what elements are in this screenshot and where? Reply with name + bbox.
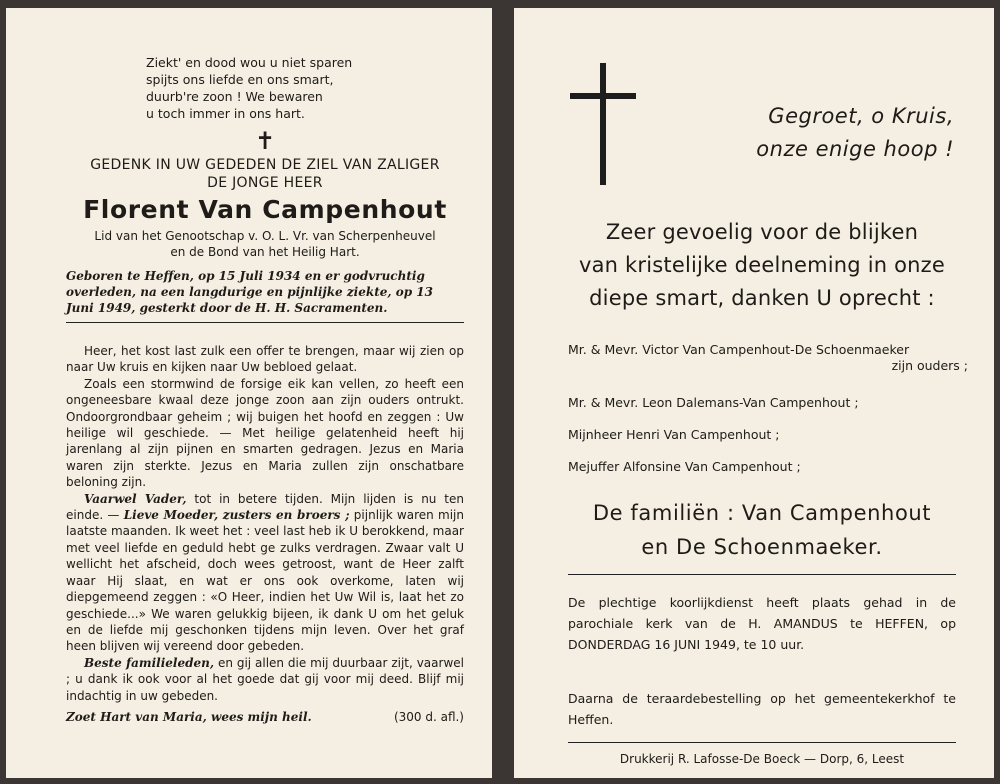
greeting-line: Gegroet, o Kruis, bbox=[768, 104, 954, 128]
small-cross-icon: ✝ bbox=[254, 127, 276, 155]
poem-line: duurb're zoon ! We bewaren bbox=[146, 89, 323, 104]
divider bbox=[568, 574, 956, 575]
families-signature bbox=[568, 496, 956, 564]
family-entry: Mejuffer Alfonsine Van Campenhout ; bbox=[568, 459, 801, 474]
family-entry: Mr. & Mevr. Leon Dalemans-Van Campenhout ; bbox=[568, 395, 859, 410]
thanks-line: diepe smart, danken U oprecht : bbox=[589, 286, 935, 310]
service-info: De plechtige koorlijkdienst heeft plaats gehad in de parochiale kerk van de H. AMANDUS te HEFFEN, op DONDERDAG 16 JUNI 1949, te 10 uur. bbox=[568, 595, 956, 652]
burial-info: Daarna de teraardebestelling op het gemeentekerkhof te Heffen. bbox=[568, 691, 956, 727]
text: en gij allen die mij duurbaar zijt, vaarwel ; u dank ik ook voor al het goede dat gij voor mij deed. Blijf mij indachtig in uw gebeden. bbox=[66, 655, 464, 703]
deceased-name: Florent Van Campenhout bbox=[83, 195, 447, 224]
closing-line bbox=[66, 710, 464, 724]
birth-death-text: Geboren te Heffen, op 15 Juli 1934 en er godvruchtig overleden, na een langdurige en pijnlijke ziekte, op 13 Juni 1949, gesterkt door de H. H. Sacramenten. bbox=[66, 268, 464, 323]
thanks-line: Zeer gevoelig voor de blijken bbox=[605, 220, 919, 244]
paragraph bbox=[66, 655, 464, 704]
indulgence-note: (300 d. afl.) bbox=[393, 709, 464, 724]
emphasis: Vaarwel Vader, bbox=[84, 491, 187, 506]
printer-line: Drukkerij R. Lafosse-De Boeck — Dorp, 6, Leest bbox=[619, 752, 905, 766]
closing-prayer: Zoet Hart van Maria, wees mijn heil. bbox=[66, 709, 312, 724]
cross-icon bbox=[570, 63, 636, 185]
poem-line: Ziekt' en dood wou u niet sparen bbox=[146, 55, 353, 70]
thanks-text bbox=[568, 216, 956, 315]
memorial-body bbox=[66, 343, 464, 704]
membership-line: en de Bond van het Heilig Hart. bbox=[170, 245, 360, 259]
divider bbox=[568, 742, 956, 743]
paragraph: Zoals een stormwind de forsige eik kan vellen, zo heeft een ongeneesbare kwaal deze jonge zoon aan zijn ouders ontrukt. Ondoorgrondbaar geheim ; wij buigen het hoofd en zeggen : Uw heilige wil geschiede. — Met heilige gelatenheid heeft hij jarenlang al zijn pijnen en smarten gedragen. Jezus en Maria waren zijn sterkte. Jezus en Maria zullen zijn onschatbare beloning zijn. bbox=[66, 376, 464, 490]
family-entry bbox=[568, 342, 968, 374]
text: tot in betere tijden. Mijn lijden is nu ten einde. — bbox=[66, 491, 464, 523]
membership-line: Lid van het Genootschap v. O. L. Vr. van Scherpenheuvel bbox=[94, 229, 436, 243]
poem bbox=[146, 54, 464, 122]
gedenk-line: DE JONGE HEER bbox=[207, 175, 323, 191]
family-entry: Mijnheer Henri Van Campenhout ; bbox=[568, 427, 780, 442]
families-line: De familiën : Van Campenhout bbox=[592, 501, 932, 525]
paragraph bbox=[66, 491, 464, 655]
text: pijnlijk waren mijn laatste maanden. Ik weet het : veel last heb ik U berokkend, maar met veel liefde en geduld hebt ge zulks verdragen. Zwaar valt U wellicht het afscheid, doch wees getroost, want de Heer zalft waar Hij slaat, en wat er ons ook overkome, laten wij diepgemeend zeggen : «O Heer, indien het Uw Wil is, laat het zo geschiede...» We waren gelukkig bijeen, ik dank U om het geluk en de liefde mij geschonken tijdens mijn leven. Over het graf heen blijven wij vereend door gebeden. bbox=[66, 508, 464, 654]
family-name: Mr. & Mevr. Victor Van Campenhout-De Schoenmaeker bbox=[568, 342, 910, 357]
poem-line: u toch immer in ons hart. bbox=[146, 106, 305, 121]
paragraph: Heer, het kost last zulk een offer te brengen, maar wij zien op naar Uw kruis en kijken naar Uw bebloed gelaat. bbox=[66, 344, 464, 375]
emphasis: Beste familieleden, bbox=[84, 655, 215, 670]
greeting bbox=[694, 100, 954, 166]
left-card bbox=[6, 8, 492, 778]
thanks-line: van kristelijke deelneming in onze bbox=[578, 253, 946, 277]
family-relation: zijn ouders ; bbox=[891, 358, 968, 373]
gedenk-line: GEDENK IN UW GEDEDEN DE ZIEL VAN ZALIGER bbox=[90, 157, 440, 173]
emphasis: Lieve Moeder, zusters en broers ; bbox=[123, 508, 350, 523]
greeting-line: onze enige hoop ! bbox=[756, 137, 954, 161]
poem-line: spijts ons liefde en ons smart, bbox=[146, 72, 334, 87]
families-line: en De Schoenmaeker. bbox=[641, 535, 883, 559]
right-card bbox=[514, 8, 994, 778]
